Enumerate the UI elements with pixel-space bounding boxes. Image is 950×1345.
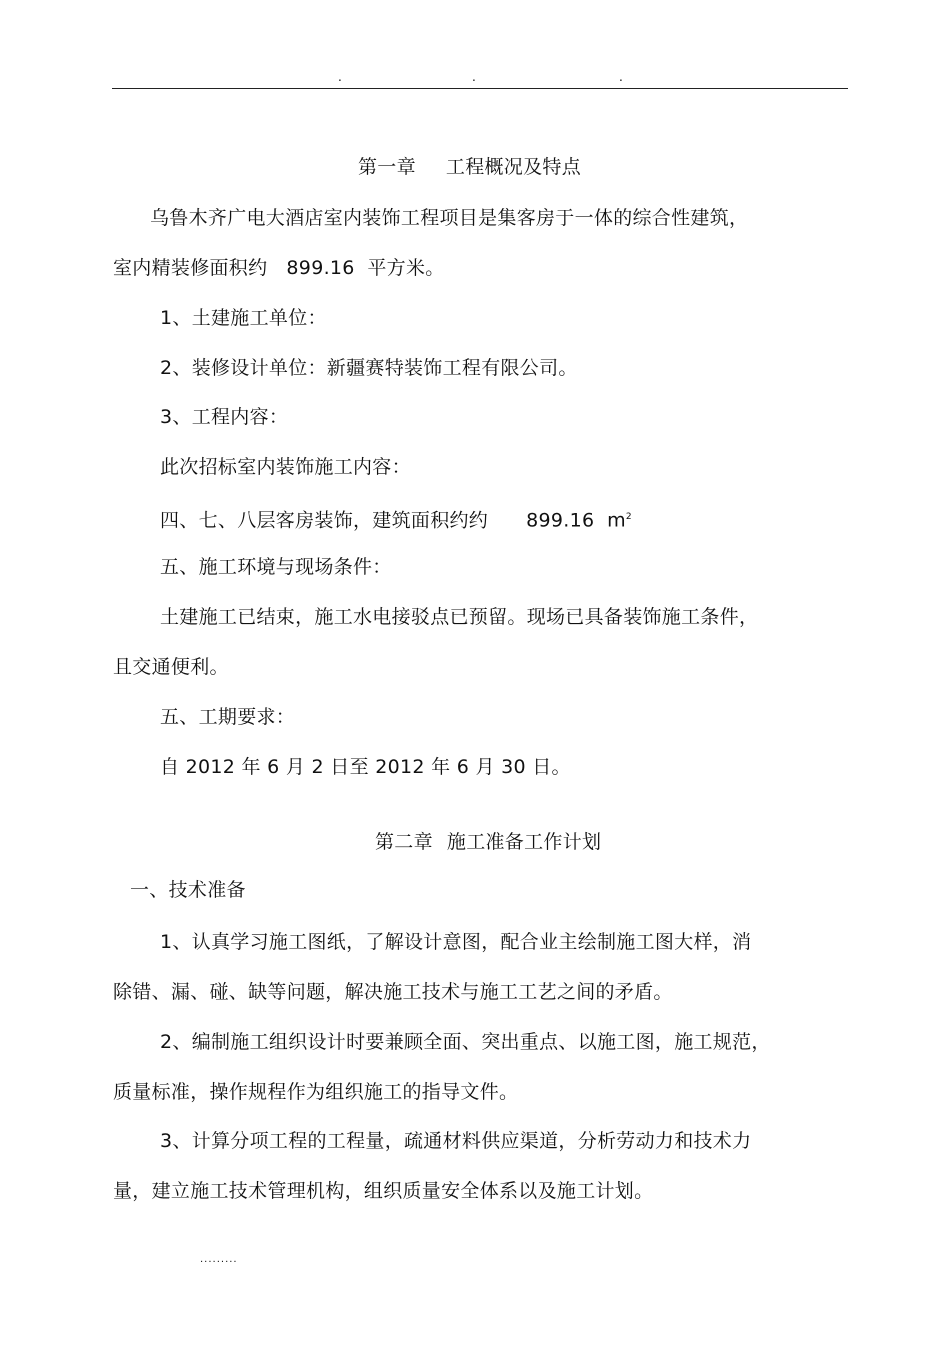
schedule-period: 自 2012 年 6 月 2 日至 2012 年 6 月 30 日。 xyxy=(160,756,571,778)
para3-line-1: 3、计算分项工程的工程量，疏通材料供应渠道，分析劳动力和技术力 xyxy=(160,1130,752,1152)
item-3: 3、工程内容： xyxy=(160,406,289,428)
para1-line-1: 1、认真学习施工图纸，了解设计意图，配合业主绘制施工图大样，消 xyxy=(160,931,752,953)
section-5-schedule: 五、工期要求： xyxy=(160,706,296,728)
scope-detail xyxy=(160,504,632,533)
para3-line-2: 量，建立施工技术管理机构，组织质量安全体系以及施工计划。 xyxy=(113,1180,654,1202)
scope-detail-text: 四、七、八层客房装饰，建筑面积约约 899.16 m xyxy=(160,509,626,532)
footer-dots: ......... xyxy=(200,1254,238,1265)
environment-line-2: 且交通便利。 xyxy=(113,656,229,678)
chapter2-title xyxy=(375,829,601,855)
section-5-environment: 五、施工环境与现场条件： xyxy=(160,556,392,578)
header-dot: . xyxy=(619,70,623,84)
para2-line-2: 质量标准，操作规程作为组织施工的指导文件。 xyxy=(113,1081,519,1103)
item-1: 1、土建施工单位： xyxy=(160,307,327,329)
chapter1-name: 工程概况及特点 xyxy=(445,156,582,178)
intro-line-2: 室内精装修面积约 899.16 平方米。 xyxy=(113,257,445,279)
environment-line-1: 土建施工已结束，施工水电接驳点已预留。现场已具备装饰施工条件， xyxy=(160,606,759,628)
chapter1-number: 第一章 xyxy=(358,156,416,178)
intro-line-1: 乌鲁木齐广电大酒店室内装饰工程项目是集客房于一体的综合性建筑， xyxy=(150,207,749,229)
header-dot: . xyxy=(472,70,476,84)
para1-line-2: 除错、漏、碰、缺等问题，解决施工技术与施工工艺之间的矛盾。 xyxy=(113,981,673,1003)
unit-superscript: 2 xyxy=(625,512,632,522)
chapter2-number: 第二章 xyxy=(375,831,433,853)
header-rule xyxy=(112,88,848,89)
chapter2-name: 施工准备工作计划 xyxy=(446,831,602,853)
chapter1-title xyxy=(358,154,581,180)
item-2: 2、装修设计单位：新疆赛特装饰工程有限公司。 xyxy=(160,357,578,379)
header-dot: . xyxy=(338,70,342,84)
scope-heading: 此次招标室内装饰施工内容： xyxy=(160,456,411,478)
para2-line-1: 2、编制施工组织设计时要兼顾全面、突出重点、以施工图，施工规范， xyxy=(160,1031,771,1053)
technical-preparation-heading: 一、技术准备 xyxy=(130,879,246,901)
